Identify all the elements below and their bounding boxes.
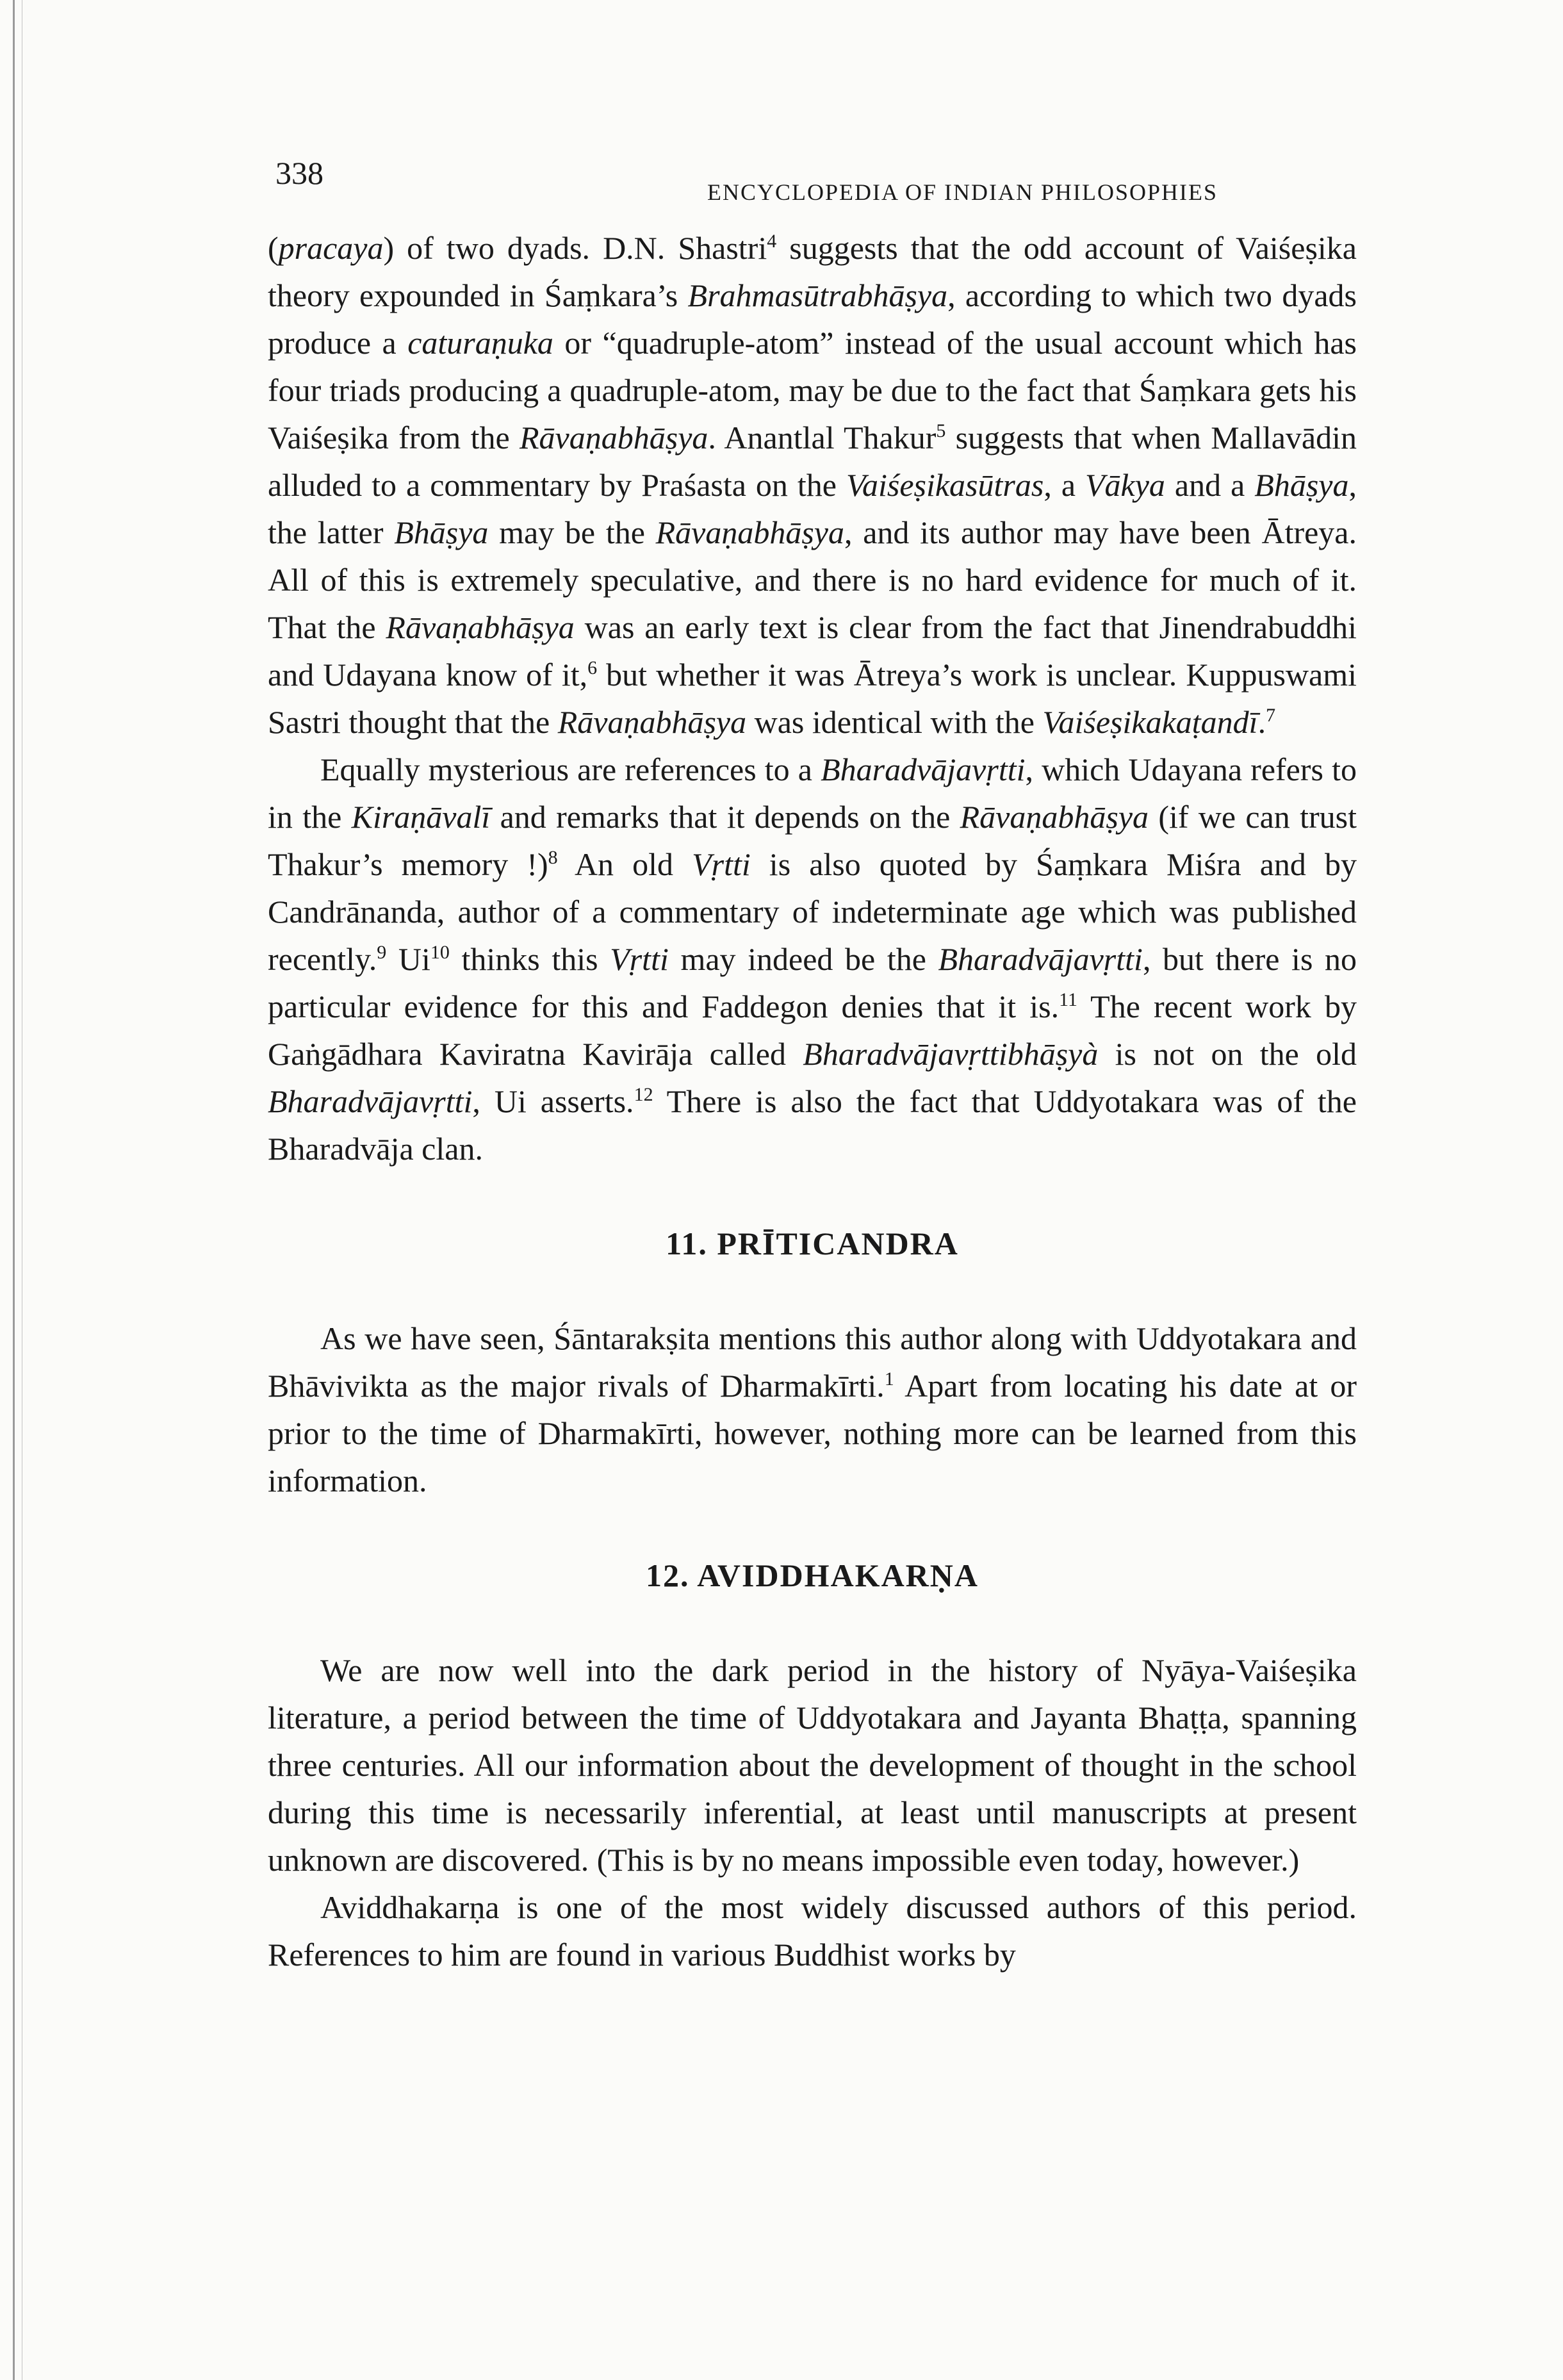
paragraph-bharadvajavrtti: Equally mysterious are references to a Bharadvājavṛtti, which Udayana refers to in the Kiraṇāvalī and remarks that it depends on the Rāvaṇabhāṣya (if we can trust Thakur’s memory !)$^8$ An old Vṛtti is also quoted by Śaṃkara Miśra and by Candrānanda, author of a commentary of indeterminate age which was published recently.$^9$ Ui$^{10}$ thinks this Vṛtti may indeed be the Bharadvājavṛtti, but there is no particular evidence for this and Faddegon denies that it is.$^{11}$ The recent work by Gaṅgādhara Kaviratna Kavirāja called Bharadvājavṛttibhāṣyà is not on the old Bharadvājavṛtti, Ui asserts.$^{12}$ There is also the fact that Uddyotakara was of the Bharadvāja clan. xyxy=(268,751,1357,1167)
page-number: 338 xyxy=(275,155,323,191)
section-heading-aviddhakarna: 12. AVIDDHAKARṆA xyxy=(645,1557,979,1593)
paragraph-priticandra: As we have seen, Śāntarakṣita mentions this author along with Uddyotakara and Bhāvivikta as the major rivals of Dharmakīrti.$^1$ Apart from locating his date at or prior to the time of Dharmakīrti, however, nothing more can be learned from this information. xyxy=(268,1320,1357,1498)
section-heading-priticandra: 11. PRĪTICANDRA xyxy=(666,1226,959,1261)
paragraph-dark-period: We are now well into the dark period in the history of Nyāya-Vaiśeṣika literature, a period between the time of Uddyotakara and Jayanta Bhaṭṭa, spanning three centuries. All our information about the development of thought in the school during this time is necessarily inferential, at least until manuscripts at present unknown are discovered. (This is by no means impossible even today, however.) xyxy=(268,1652,1357,1878)
paragraph-aviddhakarna: Aviddhakarṇa is one of the most widely discussed authors of this period. References to him are found in various Buddhist works by xyxy=(268,1889,1357,1973)
page-body xyxy=(268,224,1357,1978)
binding-edge-line xyxy=(13,0,15,2380)
paragraph-pracaya: (pracaya) of two dyads. D.N. Shastri$^4$ suggests that the odd account of Vaiśeṣika theory expounded in Śaṃkara’s Brahmasūtrabhāṣya, according to which two dyads produce a caturaṇuka or “quadruple-atom” instead of the usual account which has four triads producing a quadruple-atom, may be due to the fact that Śaṃkara gets his Vaiśeṣika from the Rāvaṇabhāṣya. Anantlal Thakur$^5$ suggests that when Mallavādin alluded to a commentary by Praśasta on the Vaiśeṣikasūtras, a Vākya and a Bhāṣya, the latter Bhāṣya may be the Rāvaṇabhāṣya, and its author may have been Ātreya. All of this is extremely speculative, and there is no hard evidence for much of it. That the Rāvaṇabhāṣya was an early text is clear from the fact that Jinendrabuddhi and Udayana know of it,$^6$ but whether it was Ātreya’s work is unclear. Kuppuswami Sastri thought that the Rāvaṇabhāṣya was identical with the Vaiśeṣikakaṭandī.$^7$ xyxy=(268,230,1357,740)
running-header: ENCYCLOPEDIA OF INDIAN PHILOSOPHIES xyxy=(707,179,1218,205)
